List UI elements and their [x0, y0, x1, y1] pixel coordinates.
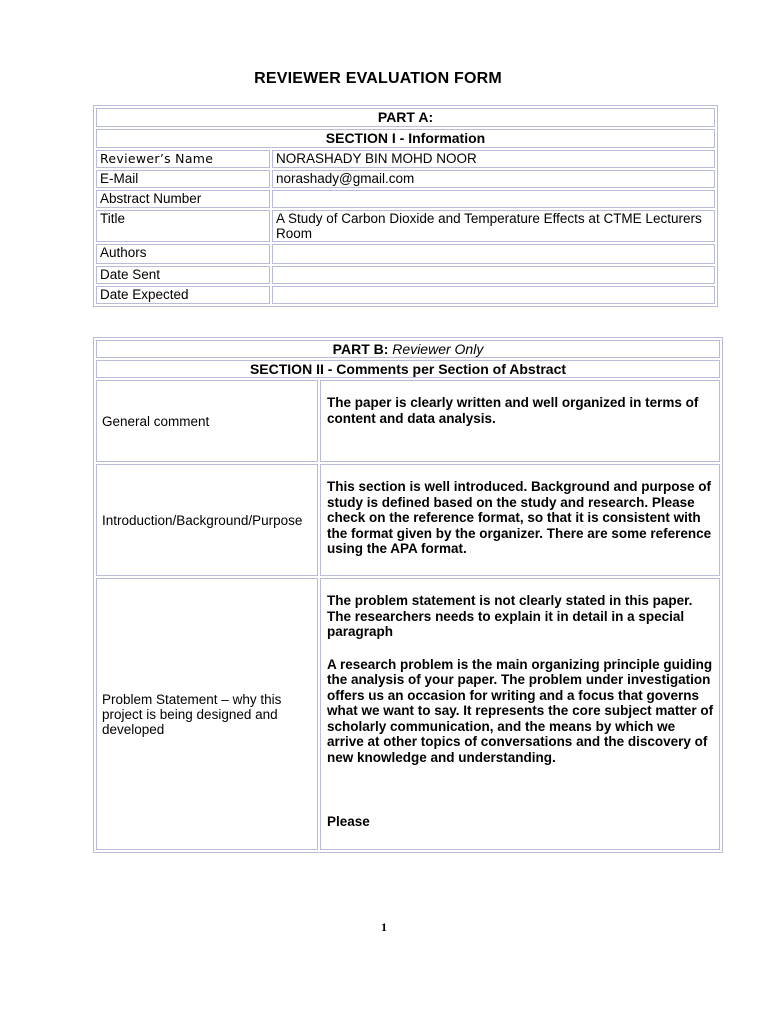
date-expected-label: Date Expected: [96, 286, 270, 304]
email-label: E-Mail: [96, 170, 270, 188]
date-sent-value: [272, 266, 715, 284]
info-row-date-expected: [96, 286, 715, 304]
authors-label: Authors: [96, 244, 270, 264]
general-comment-label: General comment: [96, 380, 318, 462]
email-value: norashady@gmail.com: [272, 170, 715, 188]
info-row-authors: [96, 244, 715, 264]
date-sent-label: Date Sent: [96, 266, 270, 284]
authors-value: [272, 244, 715, 264]
problem-statement-comment: [320, 578, 720, 850]
part-a-information-table: [93, 105, 718, 307]
reviewer-name-value: NORASHADY BIN MOHD NOOR: [272, 150, 715, 168]
info-row-date-sent: [96, 266, 715, 284]
section-ii-heading: SECTION II - Comments per Section of Abstract: [96, 360, 720, 378]
page-number: 1: [381, 920, 387, 934]
part-b-comments-table: [93, 337, 723, 853]
info-row-title: [96, 210, 715, 242]
comment-row-introduction: [96, 464, 720, 576]
info-row-email: [96, 170, 715, 188]
reviewer-name-label: Reviewer’s Name: [96, 150, 270, 168]
part-b-label: PART B:: [332, 341, 389, 357]
part-b-note: Reviewer Only: [392, 341, 484, 357]
info-row-abstract-number: [96, 190, 715, 208]
title-value: A Study of Carbon Dioxide and Temperature Effects at CTME Lecturers Room: [272, 210, 715, 242]
problem-statement-label: Problem Statement – why this project is being designed and developed: [96, 578, 318, 850]
part-b-heading: [96, 340, 720, 358]
section-i-heading: SECTION I - Information: [96, 129, 715, 148]
comment-row-problem-statement: [96, 578, 720, 850]
part-a-heading: PART A:: [96, 108, 715, 127]
form-title: REVIEWER EVALUATION FORM: [254, 70, 502, 87]
abstract-number-value: [272, 190, 715, 208]
abstract-number-label: Abstract Number: [96, 190, 270, 208]
introduction-comment-text: This section is well introduced. Background and purpose of study is defined based on the study and research. Please check on the reference format, so that it is consistent with the format given by the organizer. There are some reference using the APA format.: [320, 464, 720, 576]
problem-statement-comment-1: The problem statement is not clearly stated in this paper. The researchers needs to explain it in detail in a special paragraph: [327, 593, 693, 639]
info-row-reviewer-name: [96, 150, 715, 168]
problem-statement-comment-2: A research problem is the main organizing principle guiding the analysis of your paper. The problem under investigation offers us an occasion for writing and a focus that governs what we want to say. It represents the core subject matter of scholarly communication, and the means by which we arrive at other topics of conversations and the discovery of new knowledge and understanding.: [327, 656, 714, 765]
title-label: Title: [96, 210, 270, 242]
general-comment-text: The paper is clearly written and well organized in terms of content and data analysis.: [320, 380, 720, 462]
problem-statement-comment-3: Please: [327, 814, 370, 829]
comment-row-general: [96, 380, 720, 462]
introduction-label: Introduction/Background/Purpose: [96, 464, 318, 576]
date-expected-value: [272, 286, 715, 304]
